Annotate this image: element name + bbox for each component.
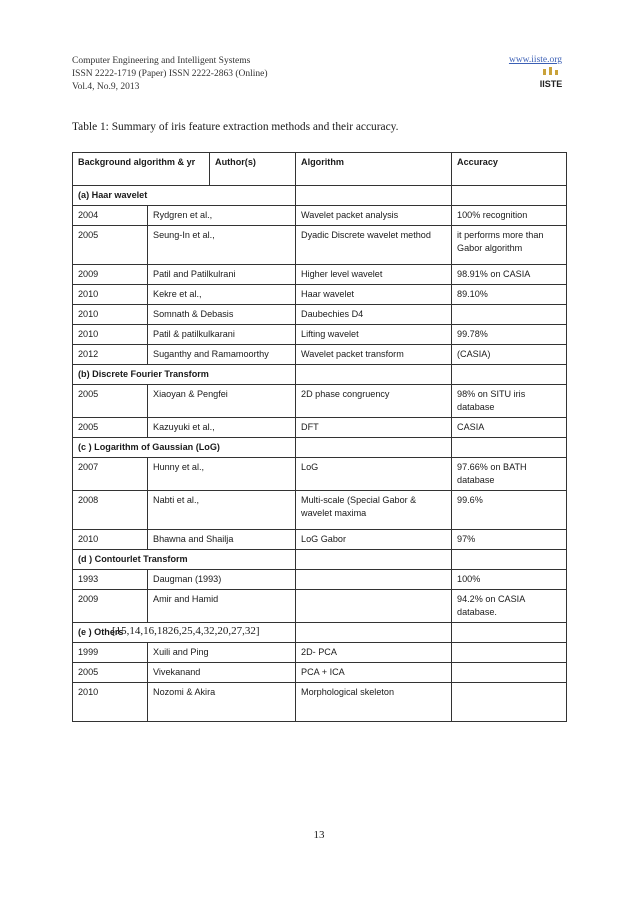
empty-cell — [296, 365, 452, 385]
page-number: 13 — [313, 829, 325, 841]
empty-cell — [296, 438, 452, 458]
algorithm-cell — [296, 590, 452, 623]
author-cell: Seung-In et al., — [148, 226, 296, 265]
accuracy-cell: 89.10% — [452, 285, 567, 305]
algorithm-cell — [296, 570, 452, 590]
section-row — [73, 550, 567, 570]
section-row — [73, 438, 567, 458]
section-title: (e ) Others — [73, 623, 296, 643]
section-title: (a) Haar wavelet — [73, 186, 296, 206]
year-cell: 2007 — [73, 458, 148, 491]
section-row — [73, 186, 567, 206]
journal-title: Computer Engineering and Intelligent Systems — [72, 56, 251, 66]
year-cell: 2005 — [73, 663, 148, 683]
empty-cell — [452, 438, 567, 458]
year-cell: 2010 — [73, 530, 148, 550]
algorithm-cell: Multi-scale (Special Gabor & wavelet maxima — [296, 491, 452, 530]
algorithm-cell: PCA + ICA — [296, 663, 452, 683]
accuracy-cell — [452, 663, 567, 683]
author-cell: Xuili and Ping — [148, 643, 296, 663]
empty-cell — [452, 623, 567, 643]
accuracy-cell: 99.78% — [452, 325, 567, 345]
empty-cell — [452, 550, 567, 570]
table-row — [73, 265, 567, 285]
year-cell: 2012 — [73, 345, 148, 365]
author-cell: Vivekanand — [148, 663, 296, 683]
algorithm-cell: LoG Gabor — [296, 530, 452, 550]
accuracy-cell: 100% recognition — [452, 206, 567, 226]
year-cell: 2005 — [73, 385, 148, 418]
algorithm-cell: Wavelet packet analysis — [296, 206, 452, 226]
journal-issn: ISSN 2222-1719 (Paper) ISSN 2222-2863 (Online) — [72, 69, 268, 79]
header-cell-background-author — [73, 153, 296, 186]
accuracy-cell: it performs more than Gabor algorithm — [452, 226, 567, 265]
algorithm-cell: Higher level wavelet — [296, 265, 452, 285]
year-cell: 2005 — [73, 226, 148, 265]
table-row — [73, 418, 567, 438]
algorithm-cell: 2D phase congruency — [296, 385, 452, 418]
table-row — [73, 530, 567, 550]
year-cell: 2010 — [73, 683, 148, 722]
author-cell: Rydgren et al., — [148, 206, 296, 226]
year-cell: 2004 — [73, 206, 148, 226]
author-cell: Bhawna and Shailja — [148, 530, 296, 550]
empty-cell — [452, 186, 567, 206]
table-row — [73, 683, 567, 722]
table-row — [73, 491, 567, 530]
table-row — [73, 285, 567, 305]
algorithm-cell: Dyadic Discrete wavelet method — [296, 226, 452, 265]
journal-volume: Vol.4, No.9, 2013 — [72, 82, 140, 92]
algorithm-cell: LoG — [296, 458, 452, 491]
table-row — [73, 663, 567, 683]
empty-cell — [296, 550, 452, 570]
accuracy-cell: (CASIA) — [452, 345, 567, 365]
year-cell: 2010 — [73, 325, 148, 345]
table-row — [73, 206, 567, 226]
author-cell: Kekre et al., — [148, 285, 296, 305]
accuracy-cell: 100% — [452, 570, 567, 590]
reference-list: [15,14,16,1826,25,4,32,20,27,32] — [112, 625, 260, 637]
author-cell: Kazuyuki et al., — [148, 418, 296, 438]
author-cell: Daugman (1993) — [148, 570, 296, 590]
journal-website-link[interactable]: www.iiste.org — [508, 55, 562, 65]
algorithm-cell: Haar wavelet — [296, 285, 452, 305]
year-cell: 1999 — [73, 643, 148, 663]
table-row — [73, 570, 567, 590]
empty-cell — [452, 365, 567, 385]
algorithm-cell: Morphological skeleton — [296, 683, 452, 722]
accuracy-cell — [452, 643, 567, 663]
iiste-logo-icon — [540, 67, 562, 89]
author-cell: Nabti et al., — [148, 491, 296, 530]
table-caption: Table 1: Summary of iris feature extraction methods and their accuracy. — [72, 121, 399, 133]
header-authors: Author(s) — [215, 157, 256, 167]
algorithm-cell: Wavelet packet transform — [296, 345, 452, 365]
table-header-row — [73, 153, 567, 186]
accuracy-cell: 98% on SITU iris database — [452, 385, 567, 418]
table-row — [73, 345, 567, 365]
empty-cell — [296, 186, 452, 206]
year-cell: 1993 — [73, 570, 148, 590]
table-row — [73, 325, 567, 345]
table-row — [73, 385, 567, 418]
year-cell: 2010 — [73, 305, 148, 325]
table-row — [73, 226, 567, 265]
header-background-algorithm: Background algorithm & yr — [73, 153, 210, 185]
section-title: (d ) Contourlet Transform — [73, 550, 296, 570]
accuracy-cell: 98.91% on CASIA — [452, 265, 567, 285]
author-cell: Hunny et al., — [148, 458, 296, 491]
author-cell: Xiaoyan & Pengfei — [148, 385, 296, 418]
author-cell: Patil & patilkulkarani — [148, 325, 296, 345]
table-row — [73, 458, 567, 491]
accuracy-cell: 97.66% on BATH database — [452, 458, 567, 491]
table-row — [73, 643, 567, 663]
accuracy-cell: 99.6% — [452, 491, 567, 530]
section-title: (c ) Logarithm of Gaussian (LoG) — [73, 438, 296, 458]
author-cell: Amir and Hamid — [148, 590, 296, 623]
table-row — [73, 305, 567, 325]
algorithm-cell: DFT — [296, 418, 452, 438]
header-accuracy: Accuracy — [452, 153, 567, 186]
accuracy-cell: 94.2% on CASIA database. — [452, 590, 567, 623]
section-title: (b) Discrete Fourier Transform — [73, 365, 296, 385]
algorithm-cell: Lifting wavelet — [296, 325, 452, 345]
year-cell: 2010 — [73, 285, 148, 305]
year-cell: 2009 — [73, 590, 148, 623]
author-cell: Nozomi & Akira — [148, 683, 296, 722]
algorithm-cell: 2D- PCA — [296, 643, 452, 663]
accuracy-cell — [452, 683, 567, 722]
algorithm-cell: Daubechies D4 — [296, 305, 452, 325]
header-algorithm: Algorithm — [296, 153, 452, 186]
svg-text:IISTE: IISTE — [540, 79, 562, 89]
accuracy-cell — [452, 305, 567, 325]
empty-cell — [296, 623, 452, 643]
accuracy-cell: 97% — [452, 530, 567, 550]
author-cell: Patil and Patilkulrani — [148, 265, 296, 285]
accuracy-cell: CASIA — [452, 418, 567, 438]
year-cell: 2008 — [73, 491, 148, 530]
journal-header — [72, 55, 268, 94]
table-row — [73, 590, 567, 623]
author-cell: Suganthy and Ramamoorthy — [148, 345, 296, 365]
year-cell: 2005 — [73, 418, 148, 438]
year-cell: 2009 — [73, 265, 148, 285]
author-cell: Somnath & Debasis — [148, 305, 296, 325]
section-row — [73, 365, 567, 385]
